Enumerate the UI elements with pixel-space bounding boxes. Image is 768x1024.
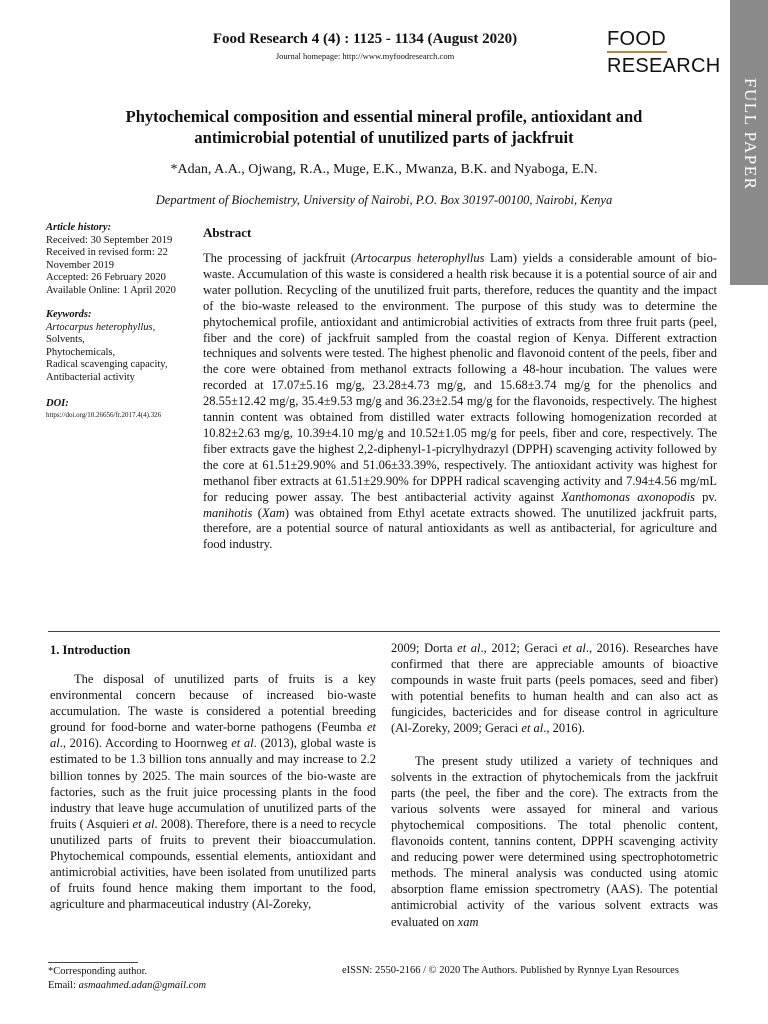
text-seg: . (2013), global waste is estimated to be 1.3 billion tons annually and may increase to 2.2 billion tonnes by 2025. The main sources of the bio-waste are factories, such as the fruit juice processing plants in the food industry that leave huge accumulation of unutilized parts of the fruits ( Asquieri bbox=[50, 736, 377, 831]
email-address[interactable]: asmaahmed.adan@gmail.com bbox=[78, 979, 207, 991]
doi-link[interactable]: https://doi.org/10.26656/fr.2017.4(4).326 bbox=[46, 410, 162, 419]
text-seg: 2009; Dorta bbox=[391, 641, 458, 655]
footnote-rule bbox=[48, 962, 138, 963]
history-online: Available Online: 1 April 2020 bbox=[46, 284, 176, 296]
authors: *Adan, A.A., Ojwang, R.A., Muge, E.K., Mwanza, B.K. and Nyaboga, E.N. bbox=[170, 162, 598, 177]
text-seg: ., 2016). According to Hoornweg bbox=[59, 736, 232, 751]
intro-paragraph-1-cont bbox=[391, 640, 718, 737]
logo-text-food: FOOD bbox=[607, 28, 666, 50]
etal: et al bbox=[231, 736, 254, 751]
email-label: Email: bbox=[48, 979, 79, 991]
species-name: Xanthomonas axonopodis bbox=[561, 489, 695, 504]
email-line bbox=[48, 979, 206, 993]
introduction-heading: 1. Introduction bbox=[50, 643, 131, 657]
etal: et al bbox=[50, 720, 376, 751]
right-column bbox=[391, 640, 718, 930]
section-divider bbox=[48, 631, 720, 632]
text-seg: ., 2016). Researches have confirmed that there are appreciable amounts of bioactive compounds in waste fruit parts (peels pomaces, seed and fiber) with potential benefits to human health and can also act as fungicides, bactericides and for disease control in agriculture (Al-Zoreky, 2009; Geraci bbox=[391, 641, 719, 736]
text-seg: The present study utilized a variety of techniques and solvents in the extraction of phytochemicals from the jackfruit parts (the peel, the fiber and the core). The extracts from the various solvents were assayed for mineral and various phytochemical compositions. The total phenolic content, flavonoids content, tannins content, DPPH scavenging activity and reducing power were determined using spectrophotometric methods. The mineral analysis was conducted using atomic absorption flame emission spectrometry (AAS). The potential antimicrobial activity of the various solvent extracts was evaluated on bbox=[391, 753, 718, 929]
history-label: Article history: bbox=[46, 222, 112, 233]
abstract-text bbox=[203, 251, 717, 553]
left-column bbox=[50, 671, 376, 912]
keywords-list bbox=[46, 322, 196, 385]
species-name: xam bbox=[457, 914, 479, 929]
etal: et al bbox=[457, 641, 481, 655]
species-name: Xam bbox=[261, 505, 285, 520]
abstract-seg: pv. bbox=[694, 489, 717, 504]
keywords-label: Keywords: bbox=[46, 309, 92, 320]
keyword-item: Antibacterial activity bbox=[46, 371, 135, 383]
keyword-item: Radical scavenging capacity, bbox=[46, 359, 168, 370]
title-line-2: antimicrobial potential of unutilized parts of jackfruit bbox=[194, 128, 574, 147]
issn-footer: eISSN: 2550-2166 / © 2020 The Authors. Published by Rynnye Lyan Resources bbox=[342, 965, 679, 976]
intro-paragraph-1 bbox=[50, 671, 376, 912]
journal-homepage: Journal homepage: http://www.myfoodresearch.com bbox=[275, 51, 455, 61]
text-seg: The disposal of unutilized parts of fruits is a key environmental concern because of increased bio-waste accumulation. The waste is considered a potential breeding ground for food-borne and water-borne pathogens (Feumba bbox=[50, 672, 376, 735]
journal-citation: Food Research 4 (4) : 1125 - 1134 (August 2020) bbox=[212, 31, 518, 47]
species-name: manihotis bbox=[203, 505, 253, 520]
text-seg: ., 2016). bbox=[543, 721, 585, 736]
history-received: Received: 30 September 2019 bbox=[46, 234, 173, 246]
abstract-seg: ) was obtained from Ethyl acetate extracts showed. The unutilized jackfruit parts, therefore, are a potential source of natural antioxidants as well as antibacterial, for agriculture and food industry. bbox=[203, 505, 717, 552]
abstract-seg: Lam) yields a considerable amount of bio-waste. Accumulation of this waste is considered a health risk because it is a potential source of air and water pollution. Recycling of the unutilized fruit parts, therefore, reduces the quantity and the impact of the bio-waste released to the environment. The purpose of this study was to determine the phytochemical profile, antioxidant and antimicrobial activities of extracts from three fruit parts (peel, fiber and the core) of jackfruit sampled from the coastal region of Kenya. Different extraction techniques and solvents were tested. The highest phenolic and flavonoid content of the peels, fiber and the core were obtained from methanol extracts following a 48-hour incubation. The values were recorded at 17.07±5.16 mg/g, 23.28±4.73 mg/g, and 15.68±3.74 mg/g for the phenolics and 28.55±12.42 mg/g, 35.4±9.53 mg/g and 36.23±2.54 mg/g for the flavonoids, respectively. The highest tannin content was obtained from distilled water extracts following homogenization recorded at 10.82±2.63 mg/g, 10.39±4.10 mg/g and 10.52±1.05 mg/g for peels, fiber and core, respectively. The fiber extracts gave the highest 2,2-diphenyl-1-picrylhydrazyl (DPPH) scavenging activity followed by the core at 61.51±29.90% and 51.06±33.39%, respectively. The antioxidant activity was highest for methanol fiber extracts at 61.51±29.90% for DPPH radical scavenging activity and 7.94±4.56 mg/mL for reducing power assay. The best antibacterial activity against bbox=[203, 251, 718, 504]
keyword-item: Artocarpus heterophyllus, bbox=[46, 321, 156, 333]
journal-logo bbox=[607, 28, 721, 77]
affiliation: Department of Biochemistry, University of Nairobi, P.O. Box 30197-00100, Nairobi, Kenya bbox=[155, 193, 613, 207]
keyword-item: Solvents, bbox=[46, 334, 85, 345]
footnote bbox=[48, 965, 206, 992]
etal: et al bbox=[562, 641, 586, 655]
title-line-1: Phytochemical composition and essential mineral profile, antioxidant and bbox=[125, 107, 643, 126]
side-tab bbox=[730, 0, 768, 285]
etal: et al bbox=[132, 816, 155, 831]
corresponding-author: *Corresponding author. bbox=[48, 966, 148, 977]
abstract-heading: Abstract bbox=[203, 225, 252, 240]
abstract-seg: ( bbox=[252, 505, 262, 520]
paper-title bbox=[48, 106, 720, 148]
doi-label: DOI: bbox=[46, 398, 69, 409]
logo-text-research: RESEARCH bbox=[607, 55, 721, 77]
intro-paragraph-2 bbox=[391, 753, 718, 930]
keyword-item: Phytochemicals, bbox=[46, 346, 116, 358]
etal: et al bbox=[521, 721, 544, 736]
history-accepted: Accepted: 26 February 2020 bbox=[46, 272, 166, 283]
text-seg: ., 2012; Geraci bbox=[480, 641, 563, 655]
history-revised: Received in revised form: 22 November 2019 bbox=[46, 247, 168, 271]
article-metadata bbox=[46, 222, 196, 420]
species-name: Artocarpus heterophyllus bbox=[355, 251, 485, 265]
logo-bar bbox=[607, 51, 667, 53]
abstract-seg: The processing of jackfruit ( bbox=[203, 251, 356, 265]
full-paper-label: FULL PAPER bbox=[741, 78, 760, 191]
text-seg: . 2008). Therefore, there is a need to recycle unutilized parts of fruits to prevent their bioaccumulation. Phytochemical compounds, essential elements, antioxidant and antimicrobial activities, have been isolated from unutilized parts of fruits found hence making them important to the food, agriculture and pharmaceutical industry (Al-Zoreky, bbox=[50, 816, 376, 912]
